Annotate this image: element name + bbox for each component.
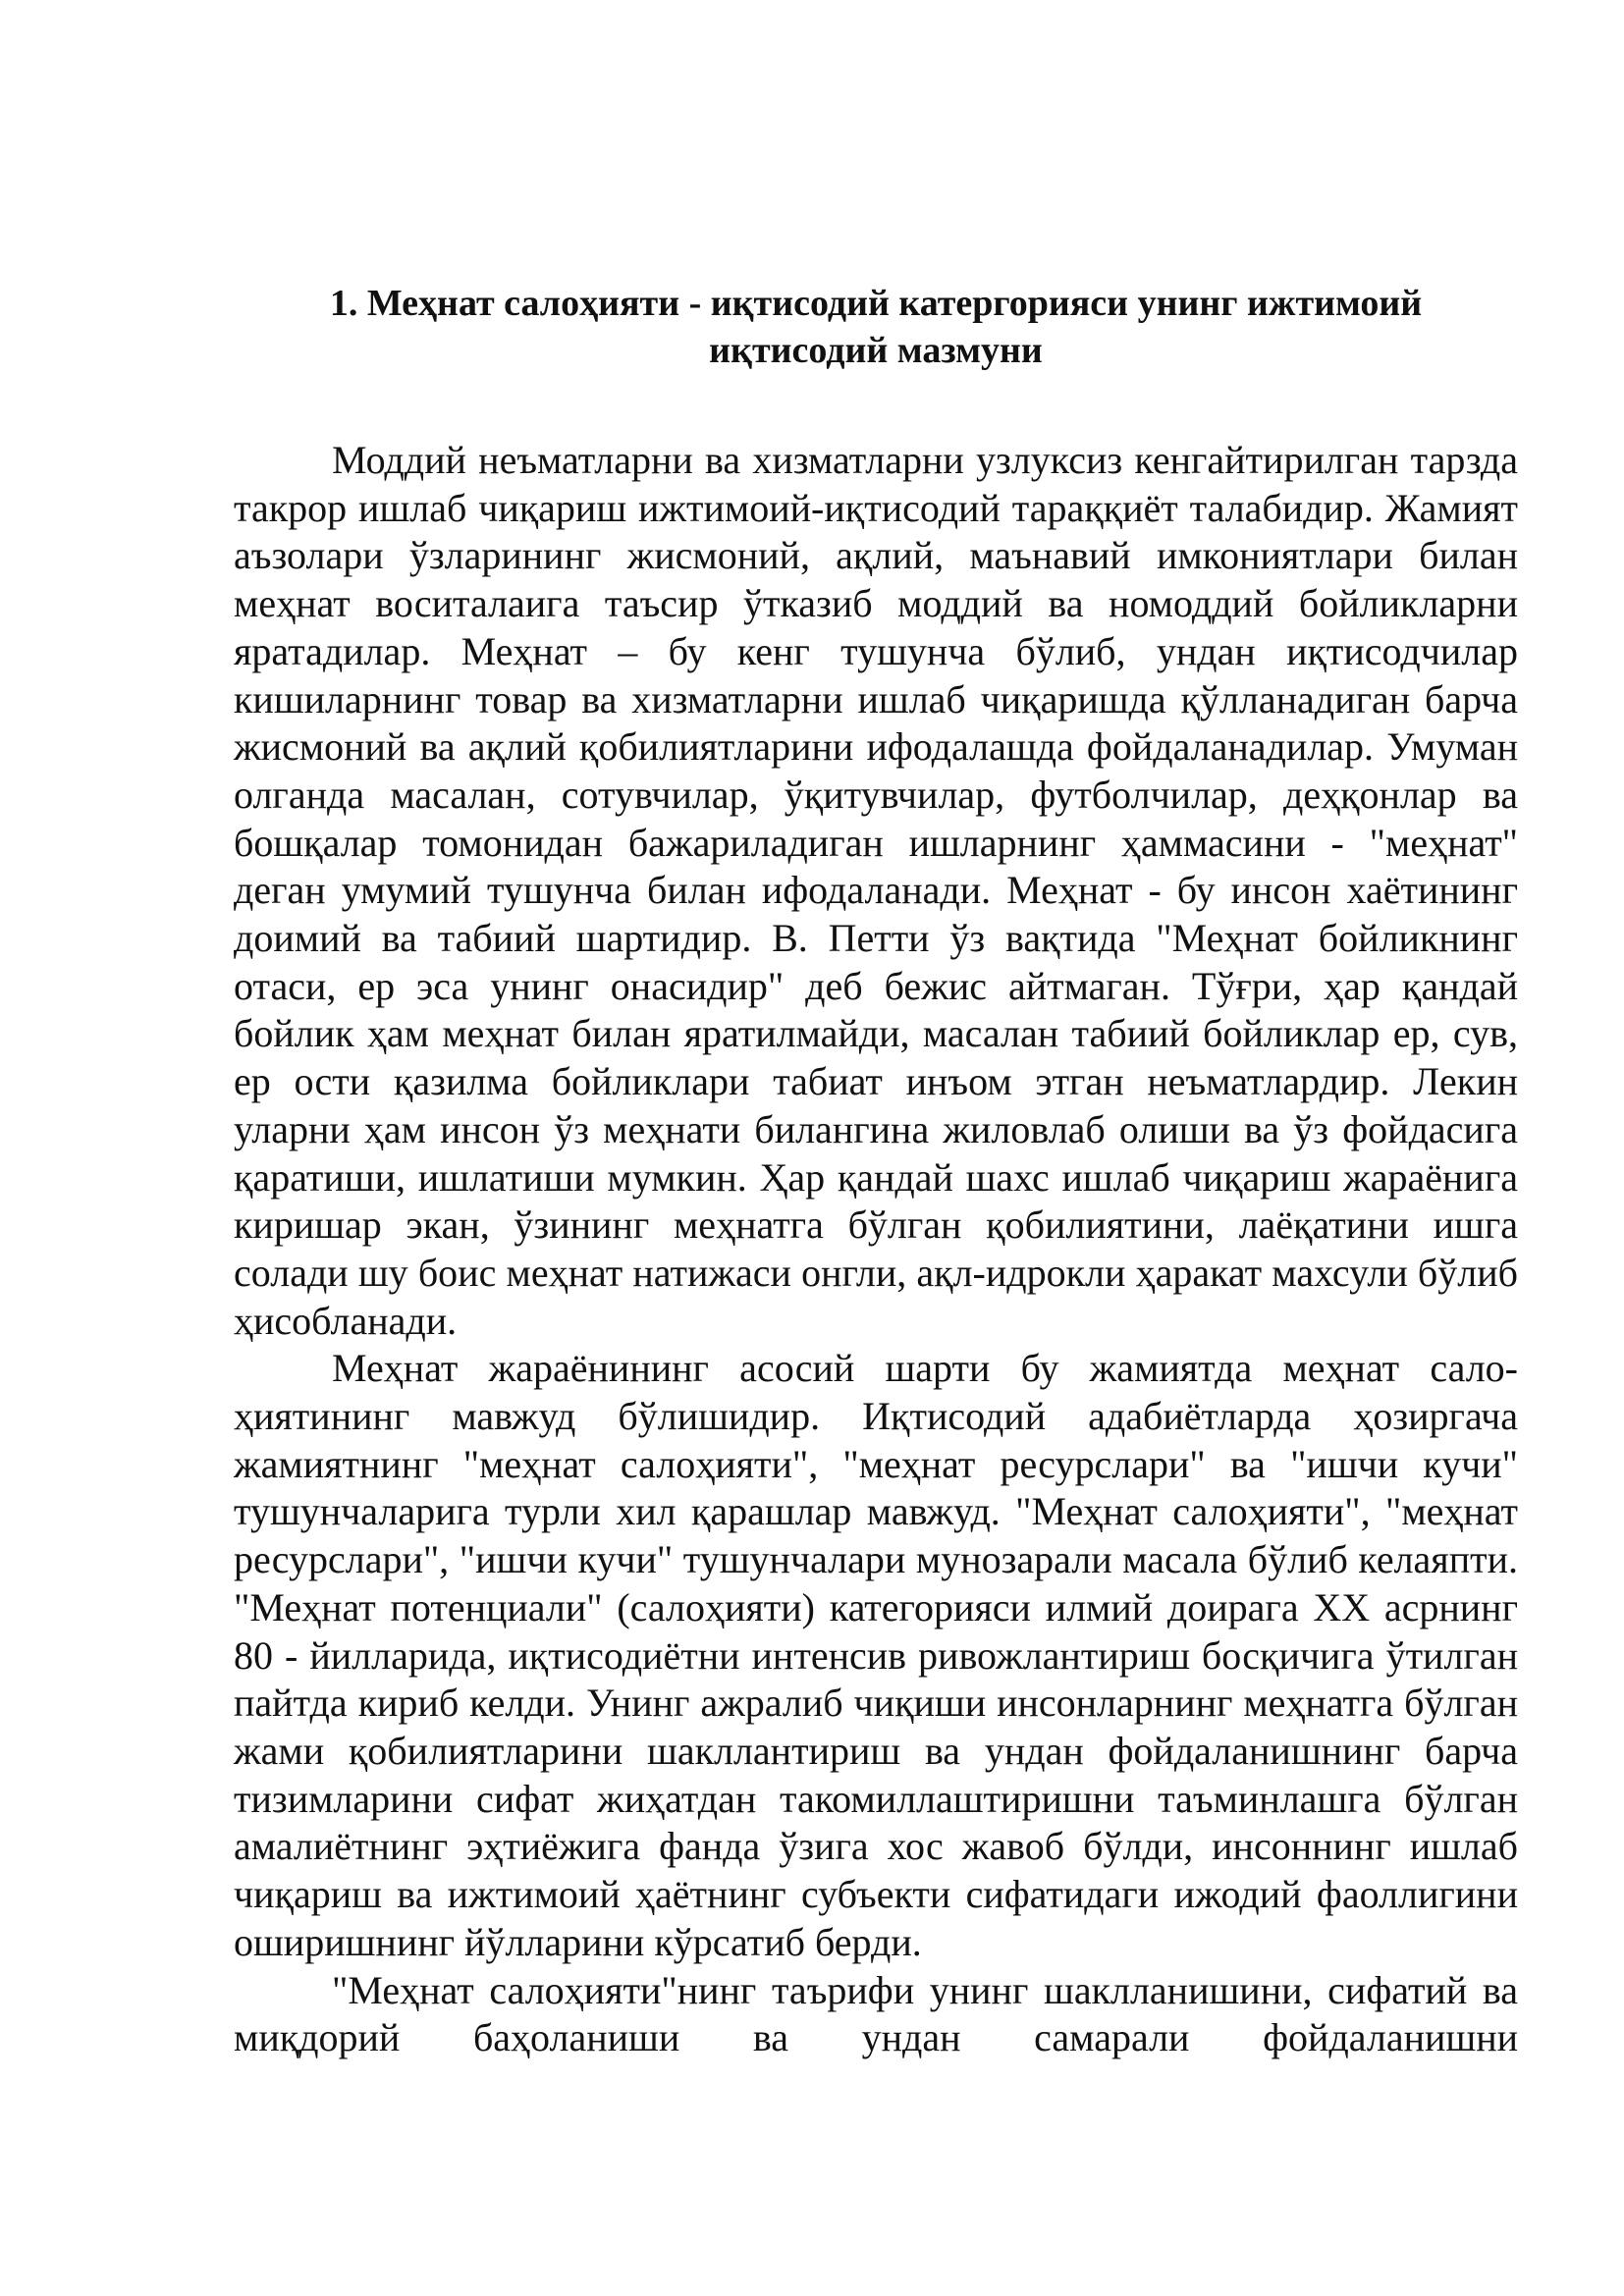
paragraph-1: Моддий неъматларни ва хизматларни узлуксиз кенгайтирилган тарзда такрор ишлаб чиқариш ижтимоий-иқтисодий тараққиёт талабидир. Жамият аъзолари ўзларининг жисмоний, ақлий, маънавий имкониятлари билан меҳнат воситалаига таъсир ўтказиб моддий ва номоддий бойликларни яратадилар. Меҳнат – бу кенг тушунча бўлиб, ундан иқтисодчилар кишиларнинг товар ва хизматларни ишлаб чиқаришда қўлланадиган барча жисмоний ва ақлий қобилиятларини ифодалашда фойдаланадилар. Умуман олганда масалан, сотувчилар, ўқитувчилар, футболчилар, деҳқонлар ва бошқалар томонидан бажариладиган ишларнинг ҳаммасини - "меҳнат" деган умумий тушунча билан ифодаланади. Меҳнат - бу инсон хаётининг доимий ва табиий шартидир. В. Петти ўз вақтида "Меҳнат бойликнинг отаси, ер эса унинг онасидир" деб бежис айтмаган. Тўғри, ҳар қандай бойлик ҳам меҳнат билан яратилмайди, масалан табиий бойликлар ер, сув, ер ости қазилма бойликлари табиат инъом этган неъматлардир. Лекин уларни ҳам инсон ўз меҳнати билангина жиловлаб олиши ва ўз фойдасига қаратиши, ишлатиши мумкин. Ҳар қандай шахс ишлаб чиқариш жараёнига киришар экан, ўзининг меҳнатга бўлган қобилиятини, лаёқатини ишга солади шу боис меҳнат натижаси онгли, ақл-идрокли ҳаракат махсули бўлиб ҳисобланади. [234,438,1518,1343]
paragraph-2: Меҳнат жараёнининг асосий шарти бу жамиятда меҳнат салоҳиятининг мавжуд бўлишидир. Иқтисодий адабиётларда ҳозиргача жамиятнинг "меҳнат салоҳияти", "меҳнат ресурслари" ва "ишчи кучи" тушунчаларига турли хил қарашлар мавжуд. "Меҳнат салоҳияти", "меҳнат ресурслари", "ишчи кучи" тушунчалари мунозарали масала бўлиб келаяпти. "Меҳнат потенциали" (салоҳияти) категорияси илмий доирага XX асрнинг 80 - йилларида, иқтисодиётни интенсив ривожлантириш босқичига ўтилган пайтда кириб келди. Унинг ажралиб чиқиши инсонларнинг меҳнатга бўлган жами қобилиятларини шакллантириш ва ундан фойдаланишнинг барча тизимларини сифат жиҳатдан такомиллаштиришни таъминлашга бўлган амалиётнинг эҳтиёжига фанда ўзига хос жавоб бўлди, инсоннинг ишлаб чиқариш ва ижтимоий ҳаётнинг субъекти сифатидаги ижодий фаоллигини оширишнинг йўлларини кўрсатиб берди. [234,1346,1518,1964]
document-title: 1. Меҳнат салоҳияти - иқтисодий катергорияси унинг ижтимоий иқтисодий мазмуни [329,283,1423,371]
document-body [234,437,1518,2062]
document-page [234,280,1518,2062]
paragraph-3: "Меҳнат салоҳияти"нинг таърифи унинг шаклланишини, сифатий ва миқдорий баҳоланиши ва ундан самарали фойдаланишни [234,1967,1518,2060]
